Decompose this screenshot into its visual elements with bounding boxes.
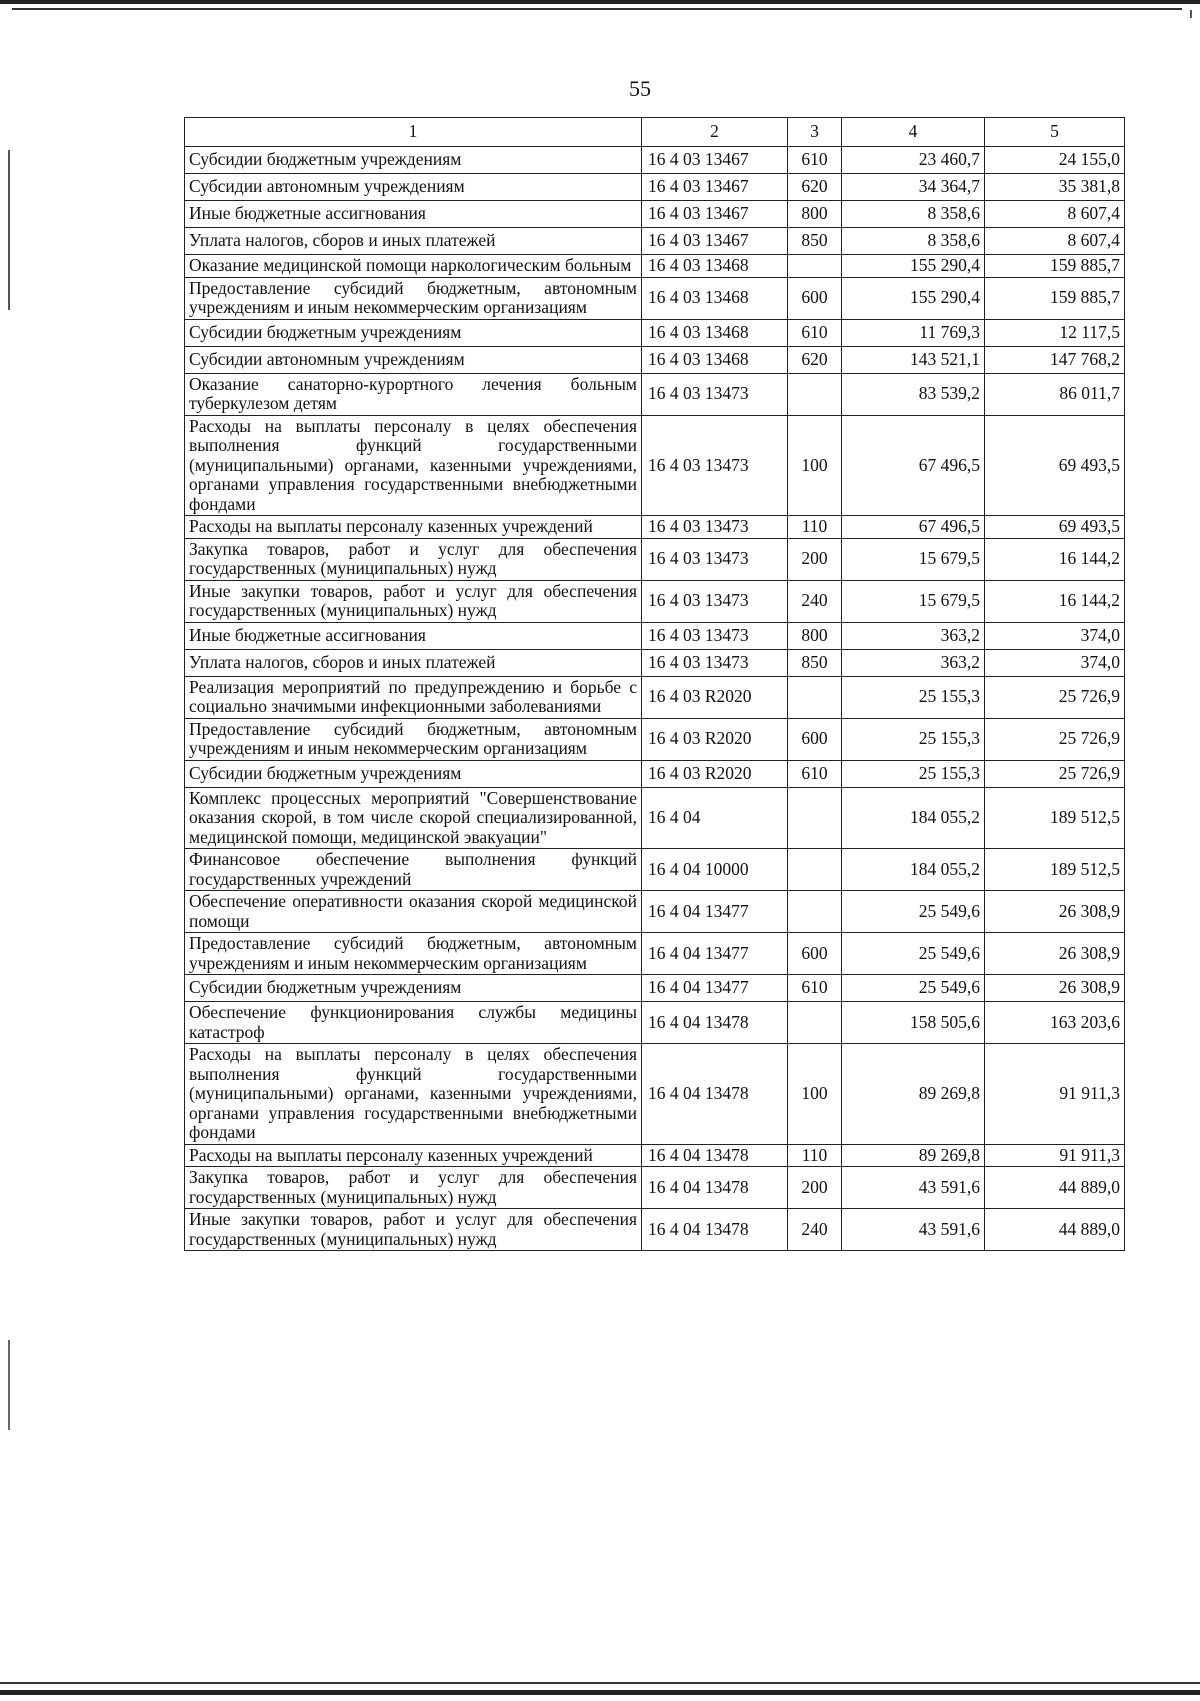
row-name-cell: Обеспечение функционирования службы медицины катастроф xyxy=(185,1002,642,1044)
row-code-cell: 16 4 03 R2020 xyxy=(642,718,788,760)
table-row xyxy=(185,415,1125,516)
scan-edge-right-mark xyxy=(1190,10,1192,18)
row-name-cell: Иные закупки товаров, работ и услуг для обеспечения государственных (муниципальных) нужд xyxy=(185,580,642,622)
row-code-cell: 16 4 03 13473 xyxy=(642,415,788,516)
row-code-cell: 16 4 03 13473 xyxy=(642,516,788,539)
row-value-col5-cell: 163 203,6 xyxy=(985,1002,1125,1044)
row-type-cell: 610 xyxy=(788,975,842,1002)
row-value-col4-cell: 158 505,6 xyxy=(842,1002,985,1044)
row-value-col4-cell: 184 055,2 xyxy=(842,787,985,849)
row-name-cell: Закупка товаров, работ и услуг для обеспечения государственных (муниципальных) нужд xyxy=(185,538,642,580)
row-value-col5-cell: 26 308,9 xyxy=(985,891,1125,933)
row-name-cell: Субсидии автономным учреждениям xyxy=(185,174,642,201)
table-row xyxy=(185,277,1125,319)
row-value-col5-cell: 26 308,9 xyxy=(985,933,1125,975)
row-name-cell: Иные бюджетные ассигнования xyxy=(185,201,642,228)
row-value-col5-cell: 25 726,9 xyxy=(985,760,1125,787)
row-value-col4-cell: 155 290,4 xyxy=(842,277,985,319)
row-name-cell: Обеспечение оперативности оказания скорой медицинской помощи xyxy=(185,891,642,933)
row-code-cell: 16 4 03 13473 xyxy=(642,580,788,622)
table-row xyxy=(185,1209,1125,1251)
row-code-cell: 16 4 04 13477 xyxy=(642,933,788,975)
row-name-cell: Субсидии бюджетным учреждениям xyxy=(185,147,642,174)
table-row xyxy=(185,255,1125,278)
row-code-cell: 16 4 03 13468 xyxy=(642,319,788,346)
table-row xyxy=(185,1044,1125,1145)
row-code-cell: 16 4 03 13468 xyxy=(642,255,788,278)
row-value-col4-cell: 15 679,5 xyxy=(842,580,985,622)
row-value-col4-cell: 83 539,2 xyxy=(842,373,985,415)
header-col-2: 2 xyxy=(642,118,788,147)
row-value-col5-cell: 26 308,9 xyxy=(985,975,1125,1002)
row-code-cell: 16 4 04 13477 xyxy=(642,891,788,933)
row-name-cell: Иные бюджетные ассигнования xyxy=(185,622,642,649)
table-row xyxy=(185,975,1125,1002)
row-name-cell: Иные закупки товаров, работ и услуг для обеспечения государственных (муниципальных) нужд xyxy=(185,1209,642,1251)
row-value-col5-cell: 189 512,5 xyxy=(985,787,1125,849)
row-value-col5-cell: 8 607,4 xyxy=(985,201,1125,228)
row-value-col4-cell: 89 269,8 xyxy=(842,1044,985,1145)
row-value-col4-cell: 11 769,3 xyxy=(842,319,985,346)
row-value-col5-cell: 91 911,3 xyxy=(985,1144,1125,1167)
row-value-col4-cell: 25 155,3 xyxy=(842,676,985,718)
row-code-cell: 16 4 04 13477 xyxy=(642,975,788,1002)
row-value-col4-cell: 43 591,6 xyxy=(842,1167,985,1209)
row-type-cell: 100 xyxy=(788,1044,842,1145)
row-code-cell: 16 4 03 13473 xyxy=(642,538,788,580)
row-value-col5-cell: 374,0 xyxy=(985,649,1125,676)
row-code-cell: 16 4 04 13478 xyxy=(642,1002,788,1044)
row-type-cell: 850 xyxy=(788,228,842,255)
row-code-cell: 16 4 03 13473 xyxy=(642,373,788,415)
row-type-cell xyxy=(788,373,842,415)
row-type-cell xyxy=(788,1002,842,1044)
row-type-cell: 100 xyxy=(788,415,842,516)
row-code-cell: 16 4 03 13473 xyxy=(642,622,788,649)
row-name-cell: Расходы на выплаты персоналу казенных учреждений xyxy=(185,516,642,539)
row-name-cell: Расходы на выплаты персоналу казенных учреждений xyxy=(185,1144,642,1167)
row-type-cell: 110 xyxy=(788,1144,842,1167)
table-row xyxy=(185,174,1125,201)
table-row xyxy=(185,319,1125,346)
row-type-cell: 200 xyxy=(788,538,842,580)
header-col-3: 3 xyxy=(788,118,842,147)
table-row xyxy=(185,228,1125,255)
row-type-cell: 800 xyxy=(788,201,842,228)
scan-edge-bottom xyxy=(0,1690,1200,1695)
row-value-col4-cell: 89 269,8 xyxy=(842,1144,985,1167)
row-type-cell: 850 xyxy=(788,649,842,676)
row-value-col5-cell: 189 512,5 xyxy=(985,849,1125,891)
scan-edge-bottom-line xyxy=(0,1682,1200,1684)
row-type-cell: 240 xyxy=(788,580,842,622)
row-code-cell: 16 4 03 13467 xyxy=(642,201,788,228)
table-body xyxy=(185,147,1125,1251)
row-name-cell: Закупка товаров, работ и услуг для обеспечения государственных (муниципальных) нужд xyxy=(185,1167,642,1209)
row-value-col4-cell: 143 521,1 xyxy=(842,346,985,373)
row-code-cell: 16 4 03 13467 xyxy=(642,174,788,201)
row-type-cell xyxy=(788,891,842,933)
row-name-cell: Реализация мероприятий по предупреждению и борьбе с социально значимыми инфекционными заболеваниями xyxy=(185,676,642,718)
row-code-cell: 16 4 04 13478 xyxy=(642,1167,788,1209)
row-value-col4-cell: 25 549,6 xyxy=(842,933,985,975)
row-value-col5-cell: 24 155,0 xyxy=(985,147,1125,174)
table-row xyxy=(185,849,1125,891)
table-header-row xyxy=(185,118,1125,147)
row-type-cell: 800 xyxy=(788,622,842,649)
table-row xyxy=(185,346,1125,373)
row-value-col4-cell: 25 155,3 xyxy=(842,718,985,760)
table-row xyxy=(185,933,1125,975)
table-row xyxy=(185,1144,1125,1167)
table-row xyxy=(185,373,1125,415)
row-name-cell: Финансовое обеспечение выполнения функций государственных учреждений xyxy=(185,849,642,891)
row-type-cell: 620 xyxy=(788,174,842,201)
row-name-cell: Субсидии бюджетным учреждениям xyxy=(185,760,642,787)
row-code-cell: 16 4 04 13478 xyxy=(642,1209,788,1251)
row-value-col5-cell: 35 381,8 xyxy=(985,174,1125,201)
row-value-col5-cell: 147 768,2 xyxy=(985,346,1125,373)
row-name-cell: Расходы на выплаты персоналу в целях обеспечения выполнения функций государственными (муниципальными) органами, казенными учреждениями, органами управления государственными внебюджетными фондами xyxy=(185,415,642,516)
page-number: 55 xyxy=(629,76,651,101)
row-value-col5-cell: 12 117,5 xyxy=(985,319,1125,346)
row-name-cell: Субсидии бюджетным учреждениям xyxy=(185,975,642,1002)
table-row xyxy=(185,1167,1125,1209)
row-value-col5-cell: 8 607,4 xyxy=(985,228,1125,255)
row-name-cell: Оказание санаторно-курортного лечения больным туберкулезом детям xyxy=(185,373,642,415)
header-col-4: 4 xyxy=(842,118,985,147)
scan-edge-left-mark xyxy=(8,150,10,310)
header-col-1: 1 xyxy=(185,118,642,147)
row-value-col4-cell: 184 055,2 xyxy=(842,849,985,891)
row-value-col4-cell: 8 358,6 xyxy=(842,228,985,255)
row-type-cell: 200 xyxy=(788,1167,842,1209)
row-value-col4-cell: 25 155,3 xyxy=(842,760,985,787)
row-code-cell: 16 4 03 R2020 xyxy=(642,676,788,718)
row-name-cell: Субсидии автономным учреждениям xyxy=(185,346,642,373)
row-code-cell: 16 4 03 R2020 xyxy=(642,760,788,787)
row-name-cell: Уплата налогов, сборов и иных платежей xyxy=(185,649,642,676)
row-type-cell: 610 xyxy=(788,319,842,346)
row-value-col4-cell: 23 460,7 xyxy=(842,147,985,174)
row-code-cell: 16 4 03 13467 xyxy=(642,147,788,174)
row-value-col5-cell: 86 011,7 xyxy=(985,373,1125,415)
row-code-cell: 16 4 04 13478 xyxy=(642,1144,788,1167)
row-name-cell: Предоставление субсидий бюджетным, автономным учреждениям и иным некоммерческим организациям xyxy=(185,718,642,760)
row-value-col5-cell: 159 885,7 xyxy=(985,255,1125,278)
row-value-col5-cell: 44 889,0 xyxy=(985,1167,1125,1209)
row-value-col4-cell: 8 358,6 xyxy=(842,201,985,228)
table-row xyxy=(185,538,1125,580)
row-value-col4-cell: 34 364,7 xyxy=(842,174,985,201)
scan-edge-top-line xyxy=(12,8,1182,10)
row-value-col5-cell: 69 493,5 xyxy=(985,415,1125,516)
row-value-col5-cell: 16 144,2 xyxy=(985,538,1125,580)
row-value-col5-cell: 69 493,5 xyxy=(985,516,1125,539)
row-value-col4-cell: 43 591,6 xyxy=(842,1209,985,1251)
row-code-cell: 16 4 03 13468 xyxy=(642,277,788,319)
row-code-cell: 16 4 03 13467 xyxy=(642,228,788,255)
row-code-cell: 16 4 04 13478 xyxy=(642,1044,788,1145)
table-row xyxy=(185,622,1125,649)
row-value-col4-cell: 155 290,4 xyxy=(842,255,985,278)
row-code-cell: 16 4 03 13473 xyxy=(642,649,788,676)
row-name-cell: Комплекс процессных мероприятий "Совершенствование оказания скорой, в том числе скорой специализированной, медицинской помощи, медицинской эвакуации" xyxy=(185,787,642,849)
row-type-cell: 600 xyxy=(788,277,842,319)
row-value-col5-cell: 159 885,7 xyxy=(985,277,1125,319)
row-name-cell: Предоставление субсидий бюджетным, автономным учреждениям и иным некоммерческим организациям xyxy=(185,933,642,975)
header-col-5: 5 xyxy=(985,118,1125,147)
row-value-col4-cell: 67 496,5 xyxy=(842,516,985,539)
scan-edge-top xyxy=(0,0,1200,4)
row-code-cell: 16 4 04 10000 xyxy=(642,849,788,891)
budget-table xyxy=(184,117,1125,1251)
row-type-cell: 600 xyxy=(788,718,842,760)
scan-edge-left-mark-lower xyxy=(8,1340,10,1430)
row-code-cell: 16 4 04 xyxy=(642,787,788,849)
row-type-cell xyxy=(788,787,842,849)
row-value-col4-cell: 363,2 xyxy=(842,622,985,649)
table-row xyxy=(185,649,1125,676)
row-name-cell: Расходы на выплаты персоналу в целях обеспечения выполнения функций государственными (муниципальными) органами, казенными учреждениями, органами управления государственными внебюджетными фондами xyxy=(185,1044,642,1145)
table-row xyxy=(185,760,1125,787)
table-row xyxy=(185,676,1125,718)
row-type-cell: 610 xyxy=(788,147,842,174)
row-value-col4-cell: 15 679,5 xyxy=(842,538,985,580)
row-code-cell: 16 4 03 13468 xyxy=(642,346,788,373)
table-row xyxy=(185,516,1125,539)
row-value-col5-cell: 25 726,9 xyxy=(985,676,1125,718)
table-row xyxy=(185,1002,1125,1044)
row-type-cell: 240 xyxy=(788,1209,842,1251)
row-name-cell: Субсидии бюджетным учреждениям xyxy=(185,319,642,346)
table-row xyxy=(185,891,1125,933)
row-type-cell xyxy=(788,676,842,718)
row-name-cell: Уплата налогов, сборов и иных платежей xyxy=(185,228,642,255)
row-name-cell: Оказание медицинской помощи наркологическим больным xyxy=(185,255,642,278)
row-type-cell: 620 xyxy=(788,346,842,373)
row-type-cell: 600 xyxy=(788,933,842,975)
row-type-cell: 110 xyxy=(788,516,842,539)
table-row xyxy=(185,718,1125,760)
row-value-col4-cell: 363,2 xyxy=(842,649,985,676)
table-row xyxy=(185,201,1125,228)
row-value-col5-cell: 25 726,9 xyxy=(985,718,1125,760)
table-row xyxy=(185,580,1125,622)
row-value-col5-cell: 44 889,0 xyxy=(985,1209,1125,1251)
table-row xyxy=(185,147,1125,174)
row-value-col5-cell: 16 144,2 xyxy=(985,580,1125,622)
row-value-col4-cell: 25 549,6 xyxy=(842,891,985,933)
row-name-cell: Предоставление субсидий бюджетным, автономным учреждениям и иным некоммерческим организациям xyxy=(185,277,642,319)
row-value-col5-cell: 374,0 xyxy=(985,622,1125,649)
table-row xyxy=(185,787,1125,849)
row-value-col5-cell: 91 911,3 xyxy=(985,1044,1125,1145)
row-type-cell xyxy=(788,255,842,278)
row-type-cell: 610 xyxy=(788,760,842,787)
row-value-col4-cell: 67 496,5 xyxy=(842,415,985,516)
row-value-col4-cell: 25 549,6 xyxy=(842,975,985,1002)
row-type-cell xyxy=(788,849,842,891)
